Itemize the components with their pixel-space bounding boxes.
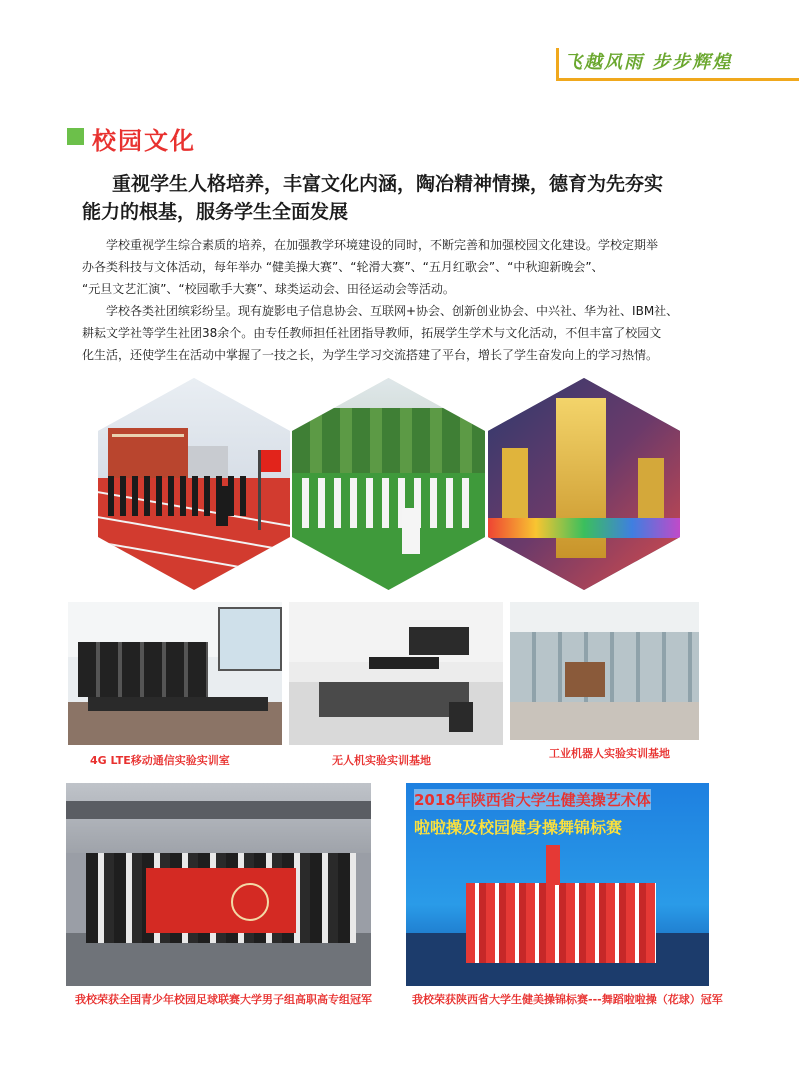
event-banner-line-1: 2018年陕西省大学生健美操艺术体 [414,791,651,809]
paragraph-line: 办各类科技与文体活动，每年举办 “健美操大赛”、“轮滑大赛”、“五月红歌会”、“中秋迎新晚会”、 [82,260,604,274]
workbench [319,682,469,717]
paragraph-line: 化生活，还使学生在活动中掌握了一技之长，为学生学习交流搭建了平台，增长了学生奋发向上的学习热情。 [82,348,659,362]
photo-lab-robot [510,602,699,740]
slogan-accent-bar [556,48,559,81]
photo-lab-drone [289,602,503,745]
trees [292,408,485,478]
photo-football-team [66,783,371,986]
section-marker-icon [67,128,84,145]
hex-photo-taichi [292,378,485,590]
performers [302,478,477,528]
headline-line-1: 重视学生人格培养，丰富文化内涵，陶冶精神情操，德育为先夯实 [112,173,664,195]
caption-lab-drone: 无人机实验实训基地 [332,754,431,767]
section-title: 校园文化 [92,127,196,155]
cheer-squad [466,883,656,963]
paragraph-activities [82,234,722,300]
hex-photo-trophies [488,378,680,590]
robot-arm [565,662,605,697]
caption-cheerleading: 我校荣获陕西省大学生健美操锦标赛---舞蹈啦啦操（花球）冠军 [412,993,723,1006]
hex-photo-parade [98,378,290,590]
event-banner-line-2: 啦啦操及校园健身操舞锦标赛 [414,818,623,837]
headline-line-2: 能力的根基，服务学生全面发展 [82,201,349,223]
header-slogan [556,40,799,92]
headline [82,170,732,226]
window [218,607,282,671]
photo-lab-4g [68,602,282,745]
wall-screen [409,627,469,655]
paragraph-line: “元旦文艺汇演”、“校园歌手大赛”、球类运动会、田径运动会等活动。 [82,282,455,296]
paragraph-line: 学校重视学生综合素质的培养，在加强教学环境建设的同时，不断完善和加强校园文化建设。学校定期举 [106,238,659,252]
slogan-text: 飞越风雨 步步辉煌 [564,52,733,73]
paragraph-line: 学校各类社团缤彩纷呈。现有旋影电子信息协会、互联网+协会、创新创业协会、中兴社、华为社、IBM社、 [106,304,679,318]
overpass [66,801,371,819]
paragraph-line: 耕耘文学社等学生社团38余个。由专任教师担任社团指导教师，拓展学生学术与文化活动，不但丰富了校园文 [82,326,662,340]
red-banner [146,868,296,933]
caption-lab-robot: 工业机器人实验实训基地 [549,747,670,760]
caption-football: 我校荣获全国青少年校园足球联赛大学男子组高职高专组冠军 [75,993,372,1006]
photo-cheerleading [406,783,709,986]
equipment-racks [78,642,208,697]
drone [369,657,439,669]
slogan-underline [556,78,799,81]
caption-lab-4g: 4G LTE移动通信实验实训室 [90,754,230,767]
paragraph-clubs [82,300,722,366]
